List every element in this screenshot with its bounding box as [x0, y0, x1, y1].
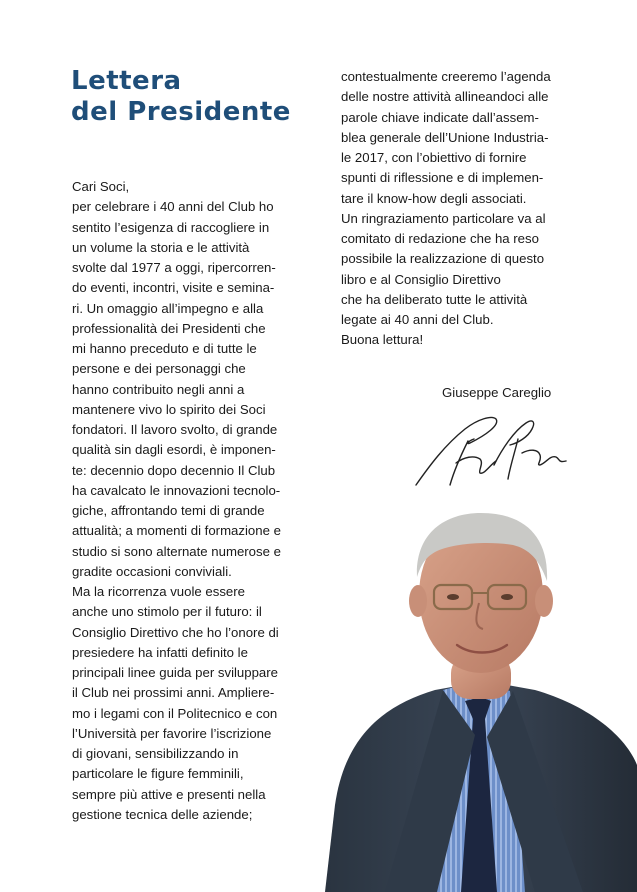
- text-line: legate ai 40 anni del Club.: [341, 312, 494, 327]
- text-line: fondatori. Il lavoro svolto, di grande: [72, 422, 278, 437]
- text-line: l’Università per favorire l’iscrizione: [72, 725, 272, 741]
- text-line: che ha deliberato tutte le attività: [341, 291, 528, 307]
- text-line: studio si sono alternate numerose e: [72, 543, 281, 559]
- text-line: possibile la realizzazione di questo: [341, 251, 545, 267]
- text-line: persone e dei personaggi che: [72, 361, 246, 377]
- text-line: Cari Soci,: [72, 179, 130, 194]
- text-line: presiedere ha infatti definito le: [72, 644, 248, 660]
- text-line: particolare le figure femminili,: [72, 766, 244, 782]
- text-line: contestualmente creeremo l’agenda: [341, 69, 551, 84]
- text-line: gradite occasioni conviviali.: [72, 563, 232, 579]
- president-portrait: [325, 505, 637, 892]
- text-line: un volume la storia e le attività: [72, 239, 250, 255]
- text-line: giche, affrontando temi di grande: [72, 503, 265, 518]
- letter-right-column: [341, 67, 551, 351]
- text-line: sentito l’esigenza di raccogliere in: [72, 219, 270, 235]
- text-line: delle nostre attività allineandoci alle: [341, 89, 549, 105]
- signer-name: Giuseppe Careglio: [442, 385, 552, 400]
- title-line-2: del Presidente: [71, 97, 291, 127]
- text-line: svolte dal 1977 a oggi, ripercorren-: [72, 260, 276, 275]
- text-line: gestione tecnica delle aziende;: [72, 806, 253, 822]
- text-line: Ma la ricorrenza vuole essere: [72, 584, 245, 599]
- text-line: comitato di redazione che ha reso: [341, 231, 539, 246]
- text-line: libro e al Consiglio Direttivo: [341, 271, 501, 287]
- text-line: il Club nei prossimi anni. Ampliere-: [72, 685, 275, 701]
- text-line: te: decennio dopo decennio Il Club: [72, 462, 276, 478]
- text-line: anche uno stimolo per il futuro: il: [72, 604, 262, 620]
- title-line-1: Lettera: [71, 66, 182, 96]
- signature: [410, 405, 570, 495]
- text-line: blea generale dell’Unione Industria-: [341, 129, 549, 145]
- text-line: Un ringraziamento particolare va al: [341, 210, 546, 226]
- text-line: do eventi, incontri, visite e semina-: [72, 280, 275, 296]
- text-line: ri. Un omaggio all’impegno e alla: [72, 300, 264, 316]
- text-line: per celebrare i 40 anni del Club ho: [72, 199, 274, 215]
- text-line: qualità sin dagli esordi, è imponen-: [72, 442, 276, 458]
- text-line: le 2017, con l’obiettivo di fornire: [341, 150, 527, 165]
- text-line: spunti di riflessione e di implemen-: [341, 170, 544, 186]
- text-line: attualità; a momenti di formazione e: [72, 523, 281, 539]
- text-line: mo i legami con il Politecnico e con: [72, 705, 278, 721]
- text-line: mantenere vivo lo spirito dei Soci: [72, 401, 266, 417]
- text-line: sempre più attive e presenti nella: [72, 786, 266, 802]
- text-line: principali linee guida per sviluppare: [72, 665, 278, 680]
- text-line: Buona lettura!: [341, 332, 424, 348]
- text-line: mi hanno preceduto e di tutte le: [72, 341, 257, 356]
- text-line: ha cavalcato le innovazioni tecnolo-: [72, 482, 281, 498]
- text-line: professionalità dei Presidenti che: [72, 320, 266, 336]
- text-line: hanno contribuito negli anni a: [72, 381, 245, 397]
- text-line: parole chiave indicate dall’assem-: [341, 109, 539, 125]
- text-line: tare il know-how degli associati.: [341, 190, 527, 206]
- page-title: [71, 66, 291, 128]
- letter-left-column: [72, 177, 281, 825]
- text-line: di giovani, sensibilizzando in: [72, 746, 239, 761]
- text-line: Consiglio Direttivo che ho l’onore di: [72, 624, 279, 640]
